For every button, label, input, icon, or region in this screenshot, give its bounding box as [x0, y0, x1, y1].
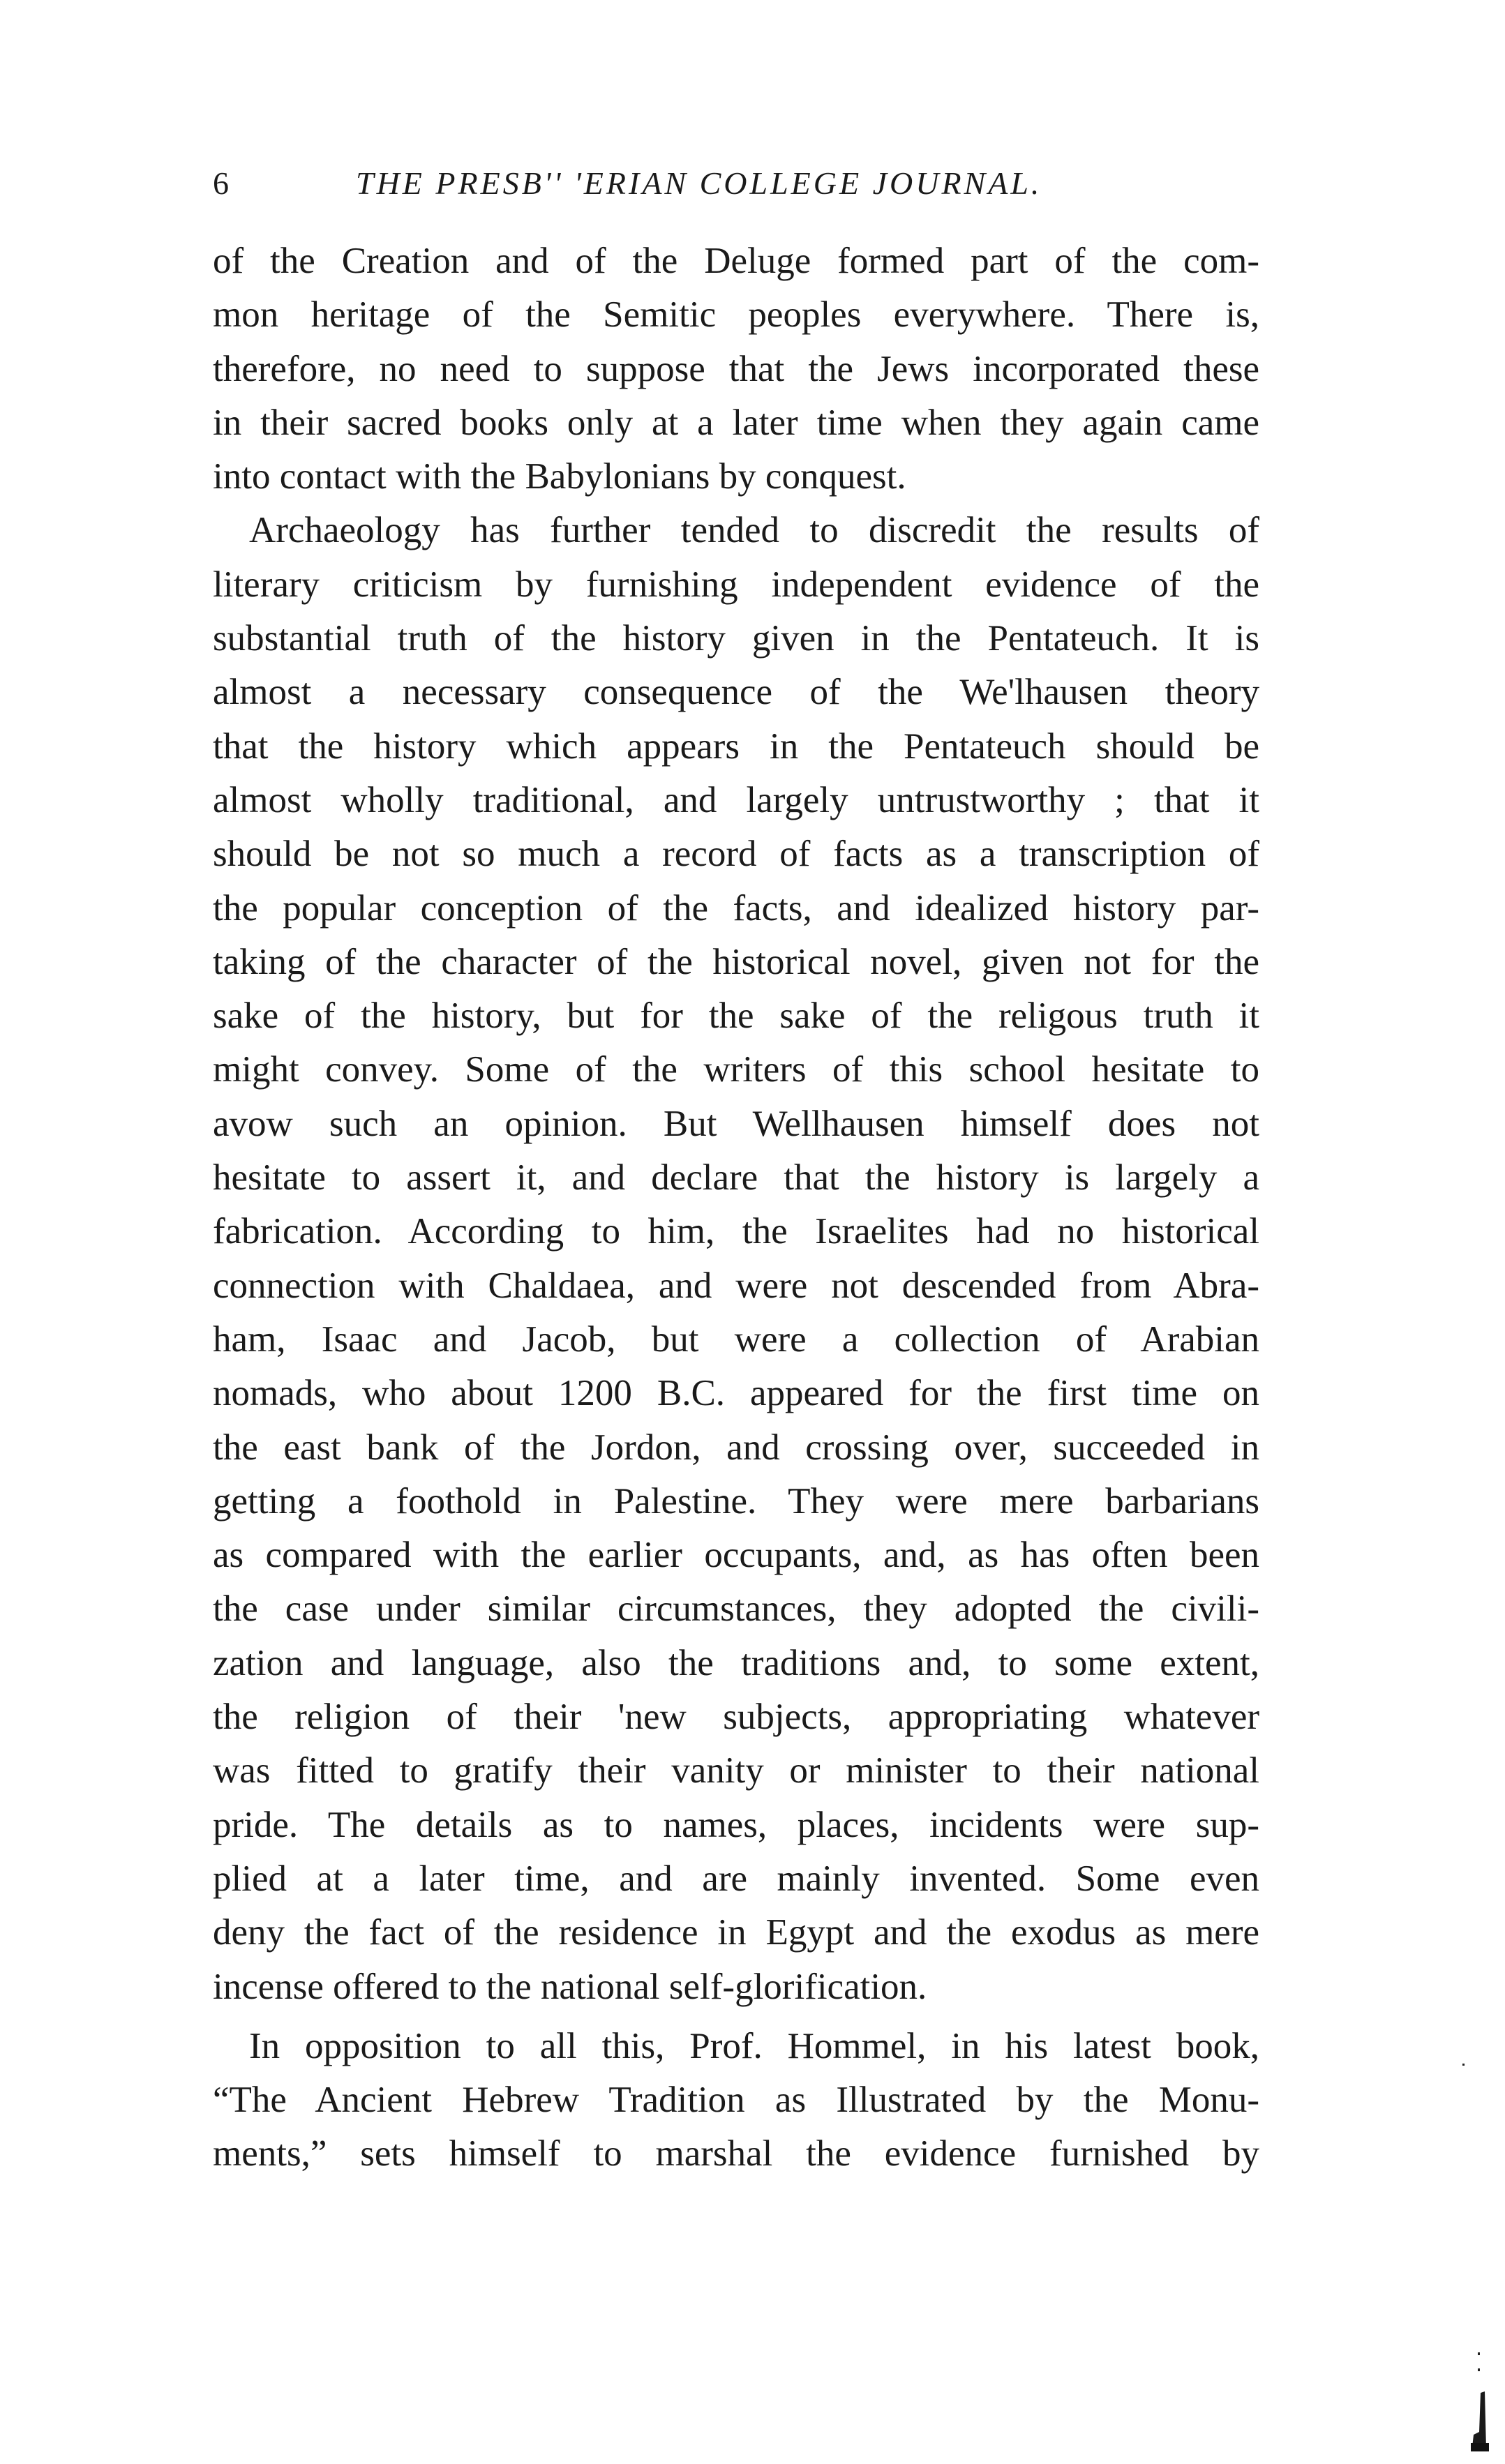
text-line: that the history which appears in the Pentateuch should be	[213, 726, 1259, 767]
text-line: the religion of their 'new subjects, appropriating whatever	[213, 1697, 1259, 1738]
text-line: should be not so much a record of facts as a transcription of	[213, 834, 1259, 875]
text-line: Archaeology has further tended to discredit the results of	[249, 510, 1259, 551]
text-line: almost wholly traditional, and largely untrustworthy ; that it	[213, 779, 1259, 820]
text-line: into contact with the Babylonians by conquest.	[213, 456, 906, 497]
text-line: substantial truth of the history given in the Pentateuch. It is	[213, 618, 1259, 659]
text-line: connection with Chaldaea, and were not descended from Abra-	[213, 1265, 1259, 1306]
text-line: the case under similar circumstances, they adopted the civili-	[213, 1588, 1259, 1630]
page-header	[213, 159, 1259, 208]
text-line: of the Creation and of the Deluge formed part of the com-	[213, 241, 1259, 281]
text-line: literary criticism by furnishing independent evidence of the	[213, 564, 1259, 605]
paragraph-gap	[213, 2014, 1259, 2020]
text-line: almost a necessary consequence of the We'lhausen theory	[213, 672, 1259, 713]
text-line: ham, Isaac and Jacob, but were a collection of Arabian	[213, 1319, 1259, 1360]
text-line: In opposition to all this, Prof. Hommel, in his latest book,	[249, 2025, 1259, 2066]
text-line: fabrication. According to him, the Israelites had no historical	[213, 1211, 1259, 1252]
text-line: in their sacred books only at a later time when they again came	[213, 402, 1259, 443]
text-line: might convey. Some of the writers of this school hesitate to	[213, 1049, 1259, 1090]
text-line: therefore, no need to suppose that the Jews incorporated these	[213, 348, 1259, 389]
text-line: “The Ancient Hebrew Tradition as Illustrated by the Monu-	[213, 2080, 1259, 2121]
text-line: pride. The details as to names, places, incidents were sup-	[213, 1804, 1259, 1845]
text-line: as compared with the earlier occupants, and, as has often been	[213, 1535, 1259, 1576]
text-line: avow such an opinion. But Wellhausen himself does not	[213, 1103, 1259, 1144]
text-line: mon heritage of the Semitic peoples everywhere. There is,	[213, 294, 1259, 336]
paragraph	[213, 234, 1259, 504]
running-head: THE PRESB'' 'ERIAN COLLEGE JOURNAL.	[356, 165, 1042, 201]
text-line: the east bank of the Jordon, and crossing over, succeeded in	[213, 1427, 1259, 1468]
text-line: incense offered to the national self-glorification.	[213, 1966, 927, 2007]
text-line: hesitate to assert it, and declare that the history is largely a	[213, 1157, 1259, 1199]
paragraph	[213, 504, 1259, 2013]
text-line: getting a foothold in Palestine. They were mere barbarians	[213, 1480, 1259, 1522]
scan-edge-mark	[1457, 2351, 1499, 2456]
text-line: sake of the history, but for the sake of the religous truth it	[213, 996, 1259, 1037]
scan-speck	[1462, 2064, 1465, 2066]
text-line: nomads, who about 1200 B.C. appeared for the first time on	[213, 1373, 1259, 1414]
text-line: the popular conception of the facts, and idealized history par-	[213, 887, 1259, 929]
paragraph	[213, 2020, 1259, 2181]
text-line: ments,” sets himself to marshal the evidence furnished by	[213, 2133, 1259, 2174]
text-line: zation and language, also the traditions and, to some extent,	[213, 1642, 1259, 1683]
page-number: 6	[213, 165, 229, 201]
text-line: plied at a later time, and are mainly invented. Some even	[213, 1858, 1259, 1899]
text-line: taking of the character of the historical novel, given not for the	[213, 941, 1259, 982]
body-text	[213, 234, 1259, 2181]
text-line: deny the fact of the residence in Egypt and the exodus as mere	[213, 1912, 1259, 1953]
text-line: was fitted to gratify their vanity or minister to their national	[213, 1750, 1259, 1791]
